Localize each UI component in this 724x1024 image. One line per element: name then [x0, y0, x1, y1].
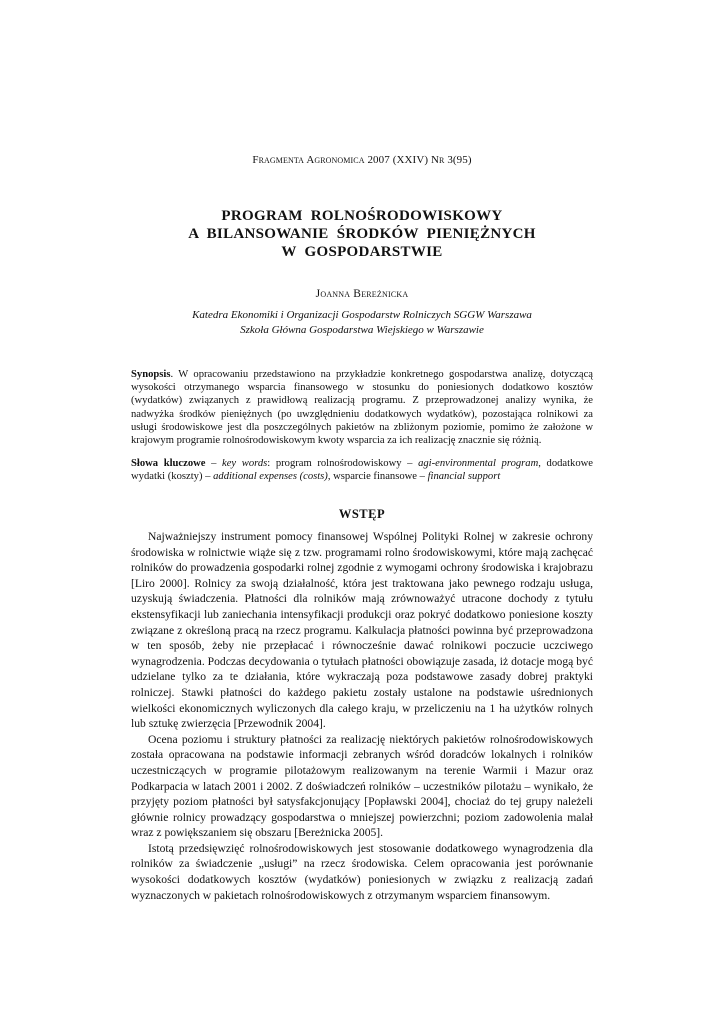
keyword-en-1: agi-environmental program: [418, 458, 539, 469]
section-heading: WSTĘP: [338, 507, 386, 521]
affiliation-line-1: Katedra Ekonomiki i Organizacji Gospodarstw Rolniczych SGGW Warszawa: [192, 309, 532, 321]
keywords-part-2: , dodatkowe wydatki (koszty) –: [131, 458, 594, 483]
paragraph: Ocena poziomu i struktury płatności za realizację niektórych pakietów rolnośrodowiskowych została opracowana na podstawie informacji zebranych wśród doradców lokalnych i rolników uczestniczących w programie pilotażowym realizowanym na terenie Warmii i Mazur oraz Podkarpacia w latach 2001 i 2002. Z doświadczeń rolników – uczestników pilotażu – wynikało, że przyjęty poziom płatności był satysfakcjonujący [Popławski 2004], chociaż do tej grupy należeli głównie rolnicy prowadzący gospodarstwa o mniejszej powierzchni; poziom zadowolenia malał wraz z powiększaniem się obszaru [Bereżnicka 2005].: [131, 732, 593, 840]
author-name: [0, 288, 724, 300]
journal-name-part1: ragmenta: [258, 154, 305, 166]
journal-year-volume: 2007 (XXIV): [364, 154, 431, 166]
affiliation-line-2: Szkoła Główna Gospodarstwa Wiejskiego w Warszawie: [240, 324, 484, 336]
keywords-part-1: : program rolnośrodowiskowy –: [267, 458, 419, 469]
author-last-rest: ereżnicka: [361, 288, 409, 300]
keywords-part-3: , wsparcie finansowe –: [327, 471, 428, 483]
author-first-initial: J: [315, 288, 321, 300]
keyword-en-2: additional expenses (costs): [213, 471, 328, 483]
journal-header: [0, 154, 724, 166]
paragraph: Najważniejszy instrument pomocy finansowej Wspólnej Polityki Rolnej w zakresie ochrony środowiska w rolnictwie wiąże się z tzw. programami rolno środowiskowymi, które mają zachęcać rolników do prowadzenia gospodarki rolnej zgodnie z wymogami ochrony środowiska i krajobrazu [Liro 2000]. Rolnicy za swoją działalność, która jest traktowana jako pewnego rodzaju usługa, uzyskują świadczenia. Płatności dla rolników mają zrównoważyć utracone dochody z tytułu ekstensyfikacji lub zaniechania intensyfikacji produkcji oraz pokryć dodatkowo poniesione koszty związane z określoną pracą na rzecz programu. Kalkulacja płatności powinna być przeprowadzona w ten sposób, żeby nie przepłacać i równocześnie dawać rolnikowi poczucie uczciwego wynagrodzenia. Podczas decydowania o tytułach płatności obowiązuje zasada, iż dotacje mogą być udzielane tylko za te działania, które wykraczają poza podstawowe zasady dobrej praktyki rolniczej. Stawki płatności do każdego pakietu zostały ustalone na podstawie uśrednionych wielkości ekonomicznych wyliczonych dla całego kraju, w przeliczeniu na 1 ha użytków rolnych lub sztukę zwierzęcia [Przewodnik 2004].: [131, 530, 593, 731]
paragraph: Istotą przedsięwzięć rolnośrodowiskowych jest stosowanie dodatkowego wynagrodzenia dla rolników za świadczenie „usługi” na rzecz środowiska. Celem opracowania jest porównanie wysokości dodatkowych kosztów (wydatków) poniesionych w związku z realizacją zadań wyznaczonych w pakietach rolnośrodowiskowych z otrzymanym wsparciem finansowym.: [131, 841, 593, 902]
synopsis-text: . W opracowaniu przedstawiono na przykładzie konkretnego gospodarstwa analizę, dotyczącą wysokości otrzymanego wsparcia finansowego w stosunku do poniesionych dodatkowo kosztów (wydatków) związanych z prawidłową realizacją programu. Z przeprowadzonej analizy wynika, że nadwyżka środków pieniężnych (po uwzględnieniu dodatkowych wydatków), pozostająca rolnikowi za usługi środowiskowe jest dla poszczególnych pakietów na zbliżonym poziomie, pomimo że założone w krajowym programie rolnośrodowiskowym kwoty wsparcia za ich realizację znacznie się różnią.: [131, 369, 593, 447]
journal-nr-initial: N: [430, 154, 440, 166]
journal-initial-f: F: [252, 154, 259, 166]
title-line-3: W GOSPODARSTWIE: [281, 244, 443, 260]
keywords-label-en: key words: [222, 458, 268, 469]
author-first-rest: oanna: [320, 288, 351, 300]
journal-nr-rest: r: [439, 154, 445, 166]
author-last-initial: B: [350, 288, 362, 300]
keywords-label: Słowa kluczowe: [131, 458, 206, 469]
paper-title: [0, 207, 724, 261]
synopsis: [131, 368, 593, 447]
keyword-en-3: financial support: [427, 471, 501, 483]
keywords: [131, 457, 593, 483]
journal-initial-a: A: [306, 154, 315, 166]
synopsis-label: Synopsis: [131, 369, 171, 380]
journal-issue: 3(95): [444, 154, 472, 166]
keywords-dash: –: [205, 458, 223, 469]
title-line-1: PROGRAM ROLNOŚRODOWISKOWY: [221, 208, 503, 224]
affiliation: [0, 308, 724, 338]
title-line-2: A BILANSOWANIE ŚRODKÓW PIENIĘŻNYCH: [188, 226, 536, 242]
body-text: [131, 529, 593, 903]
journal-name-part2: gronomica: [314, 154, 365, 166]
